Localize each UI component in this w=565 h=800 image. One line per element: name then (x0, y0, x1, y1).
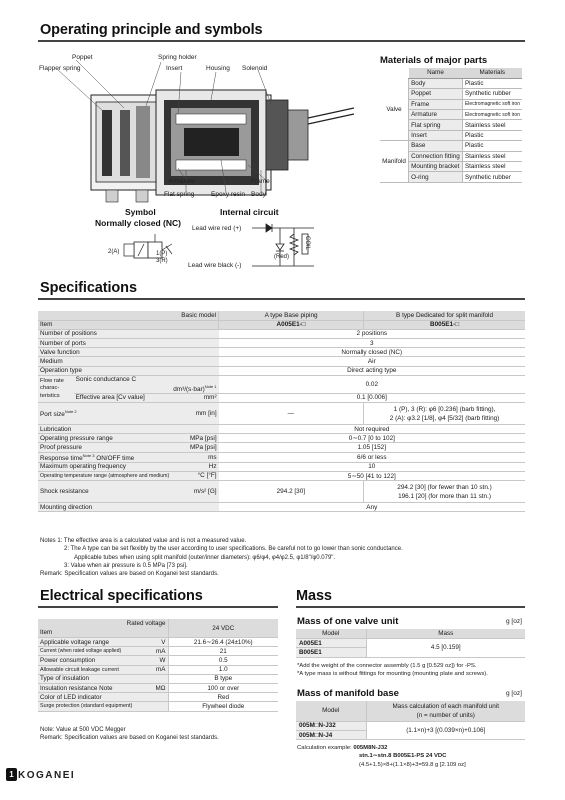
elec-label: Applicable voltage range (38, 638, 146, 647)
calc-line: (4.5+1.5)×8+(1.1×8)+3=59.8 g [2.109 oz] (359, 761, 466, 768)
material-value: Synthetic rubber (462, 89, 522, 99)
material-value: Stainless steel (462, 162, 522, 172)
mass-valve-unit: g [oz] (506, 618, 522, 625)
spec-label: Maximum operating frequency (38, 462, 171, 471)
spec-label: Valve function (38, 348, 219, 357)
spec-row-port-size (38, 403, 525, 425)
materials-header-row (380, 68, 522, 78)
valve-mass-model: A005E1 (296, 638, 366, 647)
material-value: Stainless steel (462, 151, 522, 161)
materials-col-materials: Materials (462, 68, 522, 78)
label-insert: Insert (166, 65, 183, 72)
material-value: Electromagnetic soft iron (462, 99, 522, 109)
spec-label: Medium (38, 357, 219, 366)
elec-notes (40, 726, 219, 743)
spec-value: 0∼0.7 [0 to 102] (219, 434, 525, 443)
valve-mass-table (296, 629, 525, 658)
spec-value: 0.1 [0.006] (219, 393, 525, 402)
spec-row-function (38, 348, 525, 357)
circuit-title: Internal circuit (220, 207, 279, 217)
manifold-mass-col-model: Model (296, 701, 366, 721)
valve-mass-note: *Add the weight of the connector assembly (1.5 g [0.529 oz]) for -PS. (297, 663, 477, 669)
electrical-table (38, 619, 278, 712)
mass-manifold-unit: g [oz] (506, 690, 522, 697)
manifold-mass-model: 005M□N-J4 (296, 730, 366, 739)
section-rule (38, 606, 278, 608)
elec-rated-voltage: Rated voltage (126, 620, 166, 627)
material-value: Electromagnetic soft iron (462, 110, 522, 120)
manifold-mass-col-calc (366, 701, 525, 721)
manifold-mass-model: 005M□N-J32 (296, 721, 366, 730)
elec-value: B type (168, 674, 278, 683)
spec-label: Operating pressure range (38, 434, 171, 443)
spec-value: 3 (219, 339, 525, 348)
spec-unit-text: dm³/(s·bar) (173, 385, 205, 393)
material-value: Plastic (462, 130, 522, 140)
spec-row-ports (38, 339, 525, 348)
materials-row (380, 78, 522, 88)
specifications-table (38, 311, 525, 512)
spec-row-lubrication (38, 425, 525, 434)
materials-table (380, 68, 522, 183)
valve-mass-header (296, 629, 525, 638)
spec-unit: mm [in] (171, 403, 218, 425)
spec-notes (40, 537, 403, 578)
spec-row-response (38, 452, 525, 462)
elec-note: Remark: Specification values are based on Koganei test standards. (40, 735, 219, 742)
lead-wire-red: Lead wire red (+) (192, 225, 242, 232)
elec-value: 0.5 (168, 656, 278, 665)
spec-row-medium (38, 357, 525, 366)
section-heading-electrical: Electrical specifications (40, 588, 203, 604)
material-name: Frame (409, 99, 463, 109)
spec-note: 2: The A type can be set flexibly by the user according to user specifications. Be careful not to go lower than sonic conductance. (64, 546, 403, 553)
materials-group-manifold: Manifold (380, 141, 409, 183)
elec-value: 21.6∼26.4 (24±10%) (168, 638, 278, 647)
spec-value: Any (219, 503, 525, 512)
valve-mass-model: B005E1 (296, 648, 366, 657)
valve-symbol-icon (120, 232, 180, 272)
spec-flow-group (38, 375, 74, 402)
manifold-mass-col-calc-line: (n = number of units) (416, 711, 475, 719)
spec-note-ref: Note 1 (204, 383, 217, 389)
spec-note: Applicable tubes when using split manifold (outer/inner diameters): φ6/φ4, φ4/φ2.5, φ1/8"/φ0.079". (74, 554, 336, 561)
section-rule (38, 40, 525, 42)
label-flapper-spring: Flapper spring (39, 65, 81, 72)
spec-label: Sonic conductance C (74, 375, 172, 393)
spec-label: Effective area [Cv value] (74, 393, 172, 402)
spec-value: 2 positions (219, 329, 525, 338)
spec-value: 10 (219, 462, 525, 471)
spec-label: Mounting direction (38, 503, 219, 512)
material-name: Base (409, 141, 463, 151)
spec-label: Lubrication (38, 425, 219, 434)
label-poppet: Poppet (72, 54, 93, 61)
elec-unit: mA (146, 665, 168, 674)
spec-model-b: B005E1-□ (364, 320, 525, 329)
symbol-subtitle: Normally closed (NC) (95, 218, 181, 228)
elec-note: Note: Value at 500 VDC Megger (40, 727, 126, 733)
elec-label: Power consumption (38, 656, 146, 665)
spec-label-text: Response time (40, 454, 83, 462)
elec-unit: V (146, 638, 168, 647)
spec-type-a: A type Base piping (219, 311, 364, 320)
material-name: Connection fitting (409, 151, 463, 161)
spec-row-temperature (38, 471, 525, 480)
elec-unit: MΩ (146, 683, 168, 692)
spec-basic-model: Basic model (38, 311, 219, 320)
spec-header-row-1 (38, 311, 525, 320)
calc-model: 005M8N-J32 (353, 745, 388, 751)
spec-value-line: 1 (P), 3 (R): φ6 [0.236] (barb fitting), (393, 405, 496, 413)
spec-label-text: ON/OFF time (96, 454, 135, 462)
spec-value: 5∼50 [41 to 122] (219, 471, 525, 480)
valve-mass-col-mass: Mass (366, 629, 525, 638)
materials-heading: Materials of major parts (380, 55, 488, 66)
elec-row (38, 638, 278, 647)
spec-note-ref: Note 3 (82, 452, 95, 458)
label-body: Body (251, 191, 266, 198)
spec-value: Normally closed (NC) (219, 348, 525, 357)
elec-item: Item (40, 629, 53, 636)
section-heading-operating: Operating principle and symbols (40, 22, 263, 38)
spec-value-a: — (219, 403, 364, 425)
elec-unit (146, 702, 168, 711)
elec-label: Type of insulation (38, 674, 146, 683)
spec-unit (171, 375, 218, 393)
spec-value: 6/6 or less (219, 452, 525, 462)
spec-model-a: A005E1-□ (219, 320, 364, 329)
spec-value: 0.02 (219, 375, 525, 393)
spec-note: 3: Value when air pressure is 0.5 MPa [73 psi]. (64, 562, 188, 569)
spec-row-op-pressure (38, 434, 525, 443)
material-name: Mounting bracket (409, 162, 463, 172)
material-name: Insert (409, 130, 463, 140)
spec-label: Proof pressure (38, 443, 171, 452)
circuit-red-label: (Red) (274, 254, 290, 260)
valve-mass-col-model: Model (296, 629, 366, 638)
elec-label: Color of LED indicator (38, 693, 146, 702)
spec-value-line: 294.2 [30] (for fewer than 10 stn.) (397, 483, 492, 491)
port-label-1p: 1(P) (156, 251, 168, 257)
elec-unit (146, 674, 168, 683)
material-name: Armature (409, 110, 463, 120)
calc-label: Calculation example: (297, 745, 352, 751)
elec-value: Red (168, 693, 278, 702)
section-rule (38, 298, 525, 300)
section-rule (296, 606, 525, 608)
manifold-calc-example (297, 744, 466, 769)
materials-header-blank (380, 68, 409, 78)
elec-label: Insulation resistance Note (38, 683, 146, 692)
label-spring-holder: Spring holder (158, 54, 197, 61)
section-heading-specifications: Specifications (40, 280, 137, 296)
material-value: Synthetic rubber (462, 172, 522, 182)
spec-unit: MPa [psi] (171, 443, 218, 452)
page-number: 1 (6, 768, 17, 781)
elec-value: Flywheel diode (168, 702, 278, 711)
spec-row-proof (38, 443, 525, 452)
spec-label: Number of positions (38, 329, 219, 338)
spec-value: Not required (219, 425, 525, 434)
spec-label: Number of ports (38, 339, 219, 348)
spec-unit: mm² (171, 393, 218, 402)
elec-row (38, 683, 278, 692)
elec-row (38, 693, 278, 702)
spec-item: Item (38, 320, 219, 329)
spec-row-operation (38, 366, 525, 375)
manifold-calc-line (297, 744, 466, 752)
spec-unit: ms (171, 452, 218, 462)
elec-unit: mA (146, 647, 168, 656)
spec-label-text: Port size (40, 411, 65, 419)
spec-type-b: B type Dedicated for split manifold (364, 311, 525, 320)
manifold-mass-table (296, 701, 525, 740)
spec-label (38, 403, 171, 425)
valve-mass-row (296, 638, 525, 647)
spec-row-positions (38, 329, 525, 338)
materials-group-valve: Valve (380, 78, 409, 140)
spec-unit: °C [°F] (171, 471, 218, 480)
spec-flow-group-line: teristics (40, 392, 60, 399)
koganei-logo: KOGANEI (18, 770, 76, 781)
spec-label (38, 452, 171, 462)
elec-unit (146, 693, 168, 702)
material-value: Stainless steel (462, 120, 522, 130)
elec-header-row (38, 619, 278, 638)
manifold-mass-header (296, 701, 525, 721)
spec-row-mounting (38, 503, 525, 512)
spec-flow-group-line: charac- (40, 385, 60, 392)
spec-unit: m/s² [G] (171, 481, 218, 503)
spec-value-a: 294.2 [30] (219, 481, 364, 503)
material-value: Plastic (462, 78, 522, 88)
spec-row-shock (38, 481, 525, 503)
spec-row-sonic (38, 375, 525, 393)
valve-mass-notes (297, 662, 488, 679)
material-name: Body (409, 78, 463, 88)
elec-label: Allowable circuit leakage current (38, 665, 146, 674)
spec-label: Operation type (38, 366, 219, 375)
elec-label: Surge protection (standard equipment) (38, 702, 146, 711)
mass-manifold-title: Mass of manifold base (297, 688, 399, 699)
spec-unit: Hz (171, 462, 218, 471)
section-heading-mass: Mass (296, 588, 332, 604)
spec-label: Operating temperature range (atmosphere and medium) (40, 472, 170, 479)
elec-label: Current (when rated voltage applied) (38, 647, 146, 656)
elec-row (38, 674, 278, 683)
label-frame: Frame (251, 178, 270, 185)
manifold-mass-formula: (1.1×n)+3 [(0.039×n)+0.106] (366, 721, 525, 740)
manifold-mass-row (296, 721, 525, 730)
spec-value: Direct acting type (219, 366, 525, 375)
label-solenoid: Solenoid (242, 65, 268, 72)
valve-mass-value: 4.5 [0.159] (366, 638, 525, 657)
port-label-2a: 2(A) (108, 249, 120, 255)
elec-row (38, 647, 278, 656)
lead-wire-black: Lead wire black (-) (188, 262, 242, 269)
calc-line: stn.1∼stn.8 B005E1-PS 24 VDC (359, 753, 447, 760)
spec-flow-group-line: Flow rate (40, 377, 64, 384)
spec-unit: MPa [psi] (171, 434, 218, 443)
spec-value-line: 196.1 [20] (for more than 11 stn.) (398, 492, 492, 500)
label-housing: Housing (206, 65, 230, 72)
materials-col-name: Name (409, 68, 463, 78)
spec-note-ref: Note 2 (64, 408, 77, 414)
spec-header-row-2 (38, 320, 525, 329)
spec-label: Shock resistance (38, 481, 171, 503)
material-name: Poppet (409, 89, 463, 99)
symbol-title: Symbol (125, 207, 156, 217)
elec-row (38, 702, 278, 711)
elec-voltage-col: 24 VDC (168, 619, 278, 638)
elec-header-labels (38, 619, 168, 638)
elec-value: 21 (168, 647, 278, 656)
materials-row (380, 141, 522, 151)
material-name: O-ring (409, 172, 463, 182)
label-flat-spring: Flat spring (164, 191, 195, 198)
spec-note: Remark: Specification values are based on Koganei test standards. (40, 571, 219, 578)
spec-value: 1.05 [152] (219, 443, 525, 452)
spec-row-effective (38, 393, 525, 402)
spec-value: Air (219, 357, 525, 366)
elec-row (38, 665, 278, 674)
mass-valve-title: Mass of one valve unit (297, 616, 399, 627)
valve-mass-note: *A type mass is without fittings for mounting (mounting plate and screws). (297, 671, 488, 678)
manifold-mass-col-calc-line: Mass calculation of each manifold unit (392, 702, 499, 710)
material-value: Plastic (462, 141, 522, 151)
spec-value-b (364, 481, 525, 503)
label-epoxy-resin: Epoxy resin (211, 191, 245, 198)
spec-value-line: 2 (A): φ3.2 [1/8], φ4 [5/32] (barb fitting) (389, 414, 500, 422)
material-name: Flat spring (409, 120, 463, 130)
elec-unit: W (146, 656, 168, 665)
label-armature: Armature (168, 178, 195, 185)
coil-label: COIL (304, 235, 311, 251)
port-label-3r: 3(R) (156, 258, 168, 264)
elec-row (38, 656, 278, 665)
elec-value: 100 or over (168, 683, 278, 692)
spec-row-frequency (38, 462, 525, 471)
elec-value: 1.0 (168, 665, 278, 674)
spec-value-b (364, 403, 525, 425)
spec-note: Notes 1: The effective area is a calculated value and is not a measured value. (40, 538, 247, 544)
